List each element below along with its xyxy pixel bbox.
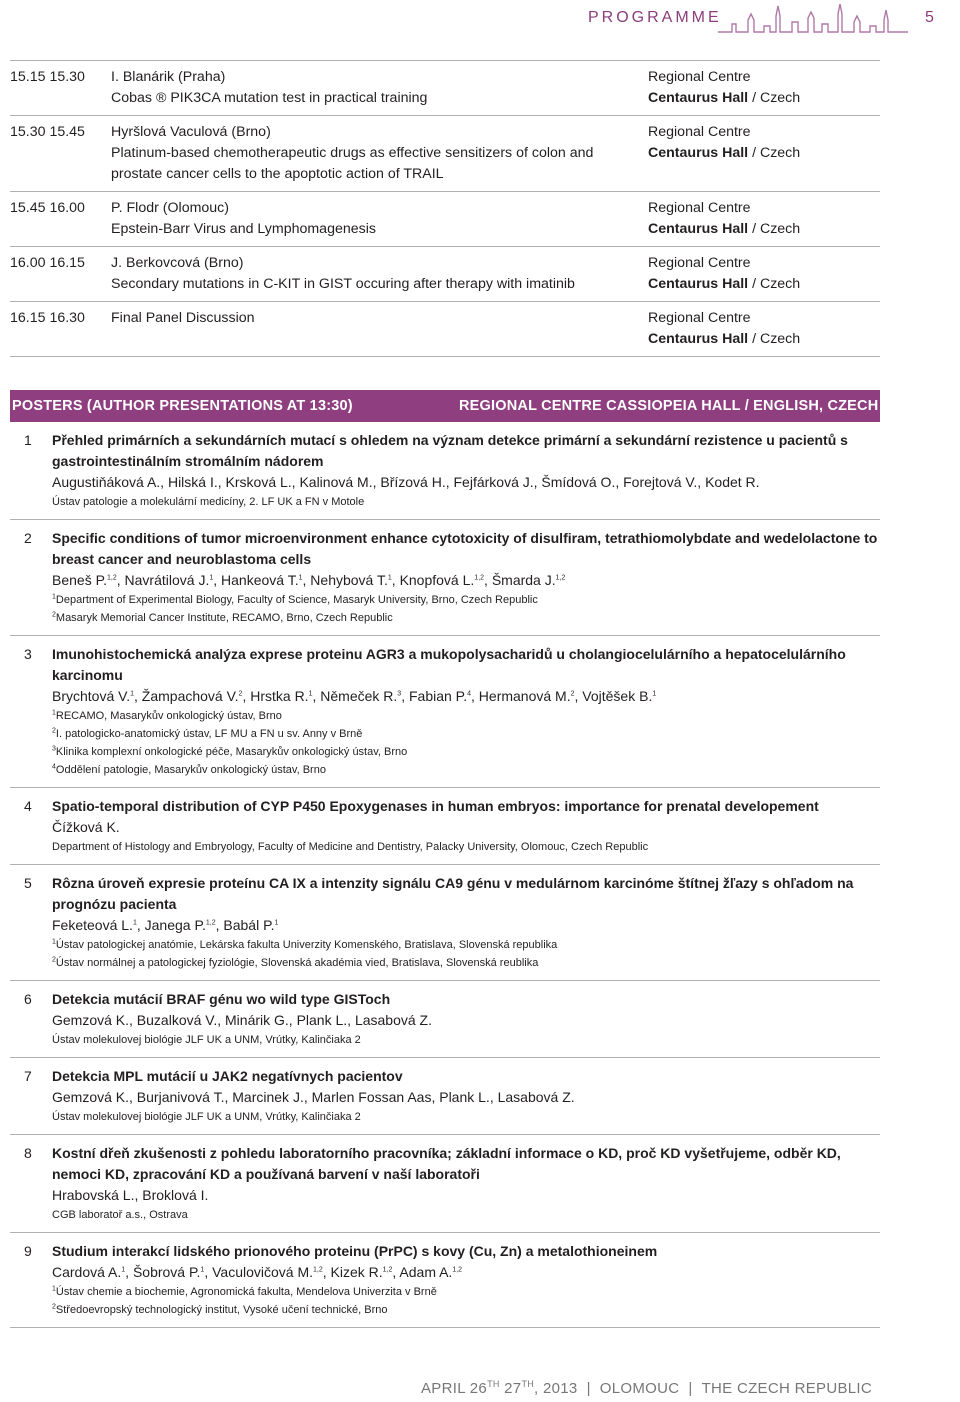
poster-authors (52, 1087, 880, 1108)
poster-number: 9 (24, 1243, 32, 1259)
section-title: PROGRAMME (588, 9, 722, 26)
poster-title: Specific conditions of tumor microenvironment enhance cytotoxicity of disulfiram, tetrathiomolybdate and wedelolactone to breast cancer and neuroblastoma cells (52, 530, 878, 567)
poster-authors (52, 472, 880, 493)
poster-body (52, 989, 880, 1049)
poster-body (52, 796, 880, 856)
author-name: Babál P. (223, 917, 275, 933)
author-name: Němeček R. (320, 688, 398, 704)
schedule-row (10, 247, 880, 302)
poster-number: 3 (24, 646, 32, 662)
author-name: Nehybová T. (310, 572, 388, 588)
session-time: 15.15 15.30 (10, 69, 85, 85)
author-name: Beneš P. (52, 572, 108, 588)
session-hall: Centaurus Hall (648, 331, 749, 347)
footer-separator: | (586, 1380, 591, 1397)
affiliation-text: I. patologicko-anatomický ústav, LF MU a FN u sv. Anny v Brně (55, 728, 363, 740)
author-name: Fabian P. (408, 688, 468, 704)
session-location (648, 308, 880, 350)
affiliation-text: RECAMO, Masarykův onkologický ústav, Brno (55, 710, 282, 722)
author-affiliation-mark: 1,2 (107, 574, 117, 582)
author-name: Cardová A. (52, 1264, 122, 1280)
posters-heading: POSTERS (AUTHOR PRESENTATIONS AT 13:30) (12, 398, 353, 414)
author-separator: , (484, 572, 492, 588)
session-talk (111, 253, 648, 295)
schedule-row (10, 302, 880, 357)
author-name: Gemzová K., Burjanivová T., Marcinek J., Marlen Fossan Aas, Plank L., Lasabová Z. (52, 1089, 575, 1105)
session-time: 16.00 16.15 (10, 255, 85, 271)
poster-affiliation (52, 838, 880, 856)
poster-item (10, 636, 880, 788)
poster-body (52, 873, 880, 972)
affiliation-text: Středoevropský technologický institut, Vysoké učení technické, Brno (55, 1304, 388, 1316)
author-separator: , (391, 572, 400, 588)
author-separator: , (204, 1264, 213, 1280)
affiliation-mark: 4 (52, 763, 56, 771)
session-talk (111, 198, 648, 240)
author-affiliation-mark: 1 (209, 574, 214, 582)
poster-item (10, 422, 880, 520)
affiliation-mark: 1 (52, 709, 56, 717)
session-venue: Regional Centre (648, 200, 751, 216)
author-name: Hermanová M. (478, 688, 571, 704)
session-language: / Czech (748, 331, 801, 347)
footer-separator: | (688, 1380, 693, 1397)
session-location (648, 253, 880, 295)
poster-title: Rôzna úroveň expresie proteínu CA IX a intenzity signálu CA9 génu v medulárnom karcinóme štítnej žľazy s ohľadom na prognózu pacienta (52, 875, 854, 912)
poster-number: 8 (24, 1145, 32, 1161)
session-hall: Centaurus Hall (648, 90, 749, 106)
schedule-row (10, 192, 880, 247)
poster-item (10, 1058, 880, 1135)
author-separator: , (215, 917, 224, 933)
author-affiliation-mark: 4 (467, 690, 472, 698)
poster-authors (52, 915, 880, 936)
author-separator: , (392, 1264, 400, 1280)
session-location (648, 122, 880, 185)
footer-country: THE CZECH REPUBLIC (701, 1380, 872, 1397)
schedule-row (10, 61, 880, 116)
session-language: / Czech (748, 90, 801, 106)
author-name: Knopfová L. (399, 572, 475, 588)
affiliation-text: Ústav molekulovej biológie JLF UK a UNM, Vrútky, Kalinčiaka 2 (52, 1034, 361, 1046)
author-separator: , (471, 688, 479, 704)
page-footer (421, 1380, 872, 1397)
author-separator: , (116, 572, 125, 588)
poster-item (10, 1233, 880, 1328)
author-affiliation-mark: 1,2 (205, 919, 216, 927)
poster-item (10, 788, 880, 865)
session-speaker: P. Flodr (Olomouc) (111, 200, 230, 216)
session-title: Platinum-based chemotherapeutic drugs as effective sensitizers of colon and prostate cancer cells to the apoptotic action of TRAIL (111, 145, 594, 182)
poster-number: 5 (24, 875, 32, 891)
author-affiliation-mark: 1 (308, 690, 313, 698)
session-venue: Regional Centre (648, 124, 751, 140)
author-separator: , (302, 572, 311, 588)
author-name: Žampachová V. (141, 688, 239, 704)
poster-body (52, 1143, 880, 1224)
author-affiliation-mark: 1 (121, 1266, 126, 1274)
poster-title: Imunohistochemická analýza exprese proteinu AGR3 a mukopolysacharidů u cholangiocelulárního a hepatocelulárního karcinomu (52, 646, 846, 683)
poster-authors (52, 570, 880, 591)
author-affiliation-mark: 1 (652, 690, 657, 698)
author-separator: , (401, 688, 409, 704)
poster-authors (52, 1010, 880, 1031)
author-name: Šobrová P. (132, 1264, 201, 1280)
session-hall-line (648, 88, 880, 109)
author-name: Vojtěšek B. (582, 688, 653, 704)
affiliation-text: Oddělení patologie, Masarykův onkologický ústav, Brno (55, 764, 326, 776)
session-title: Epstein-Barr Virus and Lymphomagenesis (111, 221, 376, 237)
footer-city: OLOMOUC (599, 1380, 680, 1397)
author-separator: , (322, 1264, 331, 1280)
session-talk (111, 67, 648, 109)
session-venue: Regional Centre (648, 255, 751, 271)
author-name: Čížková K. (52, 819, 120, 835)
author-separator: , (136, 917, 145, 933)
page-header (0, 0, 960, 40)
poster-affiliation (52, 743, 880, 761)
session-hall-line (648, 274, 880, 295)
affiliation-text: CGB laboratoř a.s., Ostrava (52, 1209, 188, 1221)
author-name: Hrstka R. (250, 688, 309, 704)
session-language: / Czech (748, 145, 801, 161)
page-number: 5 (925, 9, 934, 26)
author-name: Šmarda J. (491, 572, 556, 588)
affiliation-mark: 2 (52, 727, 56, 735)
session-talk (111, 122, 648, 185)
author-affiliation-mark: 2 (238, 690, 243, 698)
author-name: Hankeová T. (221, 572, 299, 588)
poster-title: Přehled primárních a sekundárních mutací s ohledem na význam detekce primární a sekundární rezistence u pacientů s gastrointestinálním stromálním nádorem (52, 432, 848, 469)
schedule-row (10, 116, 880, 192)
session-venue: Regional Centre (648, 69, 751, 85)
affiliation-text: Ústav chemie a biochemie, Agronomická fakulta, Mendelova Univerzita v Brně (55, 1286, 437, 1298)
affiliation-text: Department of Histology and Embryology, Faculty of Medicine and Dentistry, Palacky University, Olomouc, Czech Republic (52, 841, 649, 853)
poster-affiliation (52, 591, 880, 609)
poster-body (52, 1066, 880, 1126)
poster-title: Detekcia MPL mutácií u JAK2 negatívnych pacientov (52, 1068, 403, 1084)
poster-affiliation (52, 1283, 880, 1301)
poster-affiliation (52, 493, 880, 511)
poster-affiliation (52, 1301, 880, 1319)
session-speaker: Hyršlová Vaculová (Brno) (111, 124, 271, 140)
session-hall-line (648, 143, 880, 164)
author-affiliation-mark: 1,2 (313, 1266, 323, 1274)
session-time: 16.15 16.30 (10, 310, 85, 326)
poster-body (52, 1241, 880, 1319)
session-speaker: Final Panel Discussion (111, 310, 255, 326)
footer-date: APRIL 26TH 27TH, 2013 (421, 1379, 578, 1397)
affiliation-mark: 2 (52, 956, 56, 964)
author-name: Kizek R. (330, 1264, 383, 1280)
affiliation-mark: 1 (52, 938, 56, 946)
poster-body (52, 644, 880, 779)
posters-header-bar (10, 390, 880, 422)
author-affiliation-mark: 2 (570, 690, 575, 698)
affiliation-text: Ústav molekulovej biológie JLF UK a UNM, Vrútky, Kalinčiaka 2 (52, 1111, 361, 1123)
session-time: 15.30 15.45 (10, 124, 85, 140)
poster-affiliation (52, 609, 880, 627)
affiliation-mark: 2 (52, 1303, 56, 1311)
author-separator: , (574, 688, 583, 704)
session-venue: Regional Centre (648, 310, 751, 326)
session-location (648, 198, 880, 240)
session-hall: Centaurus Hall (648, 145, 749, 161)
author-affiliation-mark: 1,2 (474, 574, 485, 582)
schedule-table (10, 60, 880, 357)
session-time: 15.45 16.00 (10, 200, 85, 216)
affiliation-text: Masaryk Memorial Cancer Institute, RECAMO, Brno, Czech Republic (55, 612, 393, 624)
affiliation-mark: 2 (52, 611, 56, 619)
poster-number: 6 (24, 991, 32, 1007)
author-affiliation-mark: 3 (397, 690, 402, 698)
poster-title: Spatio-temporal distribution of CYP P450 Epoxygenases in human embryos: importance for prenatal developement (52, 798, 819, 814)
poster-item (10, 981, 880, 1058)
author-name: Hrabovská L., Broklová I. (52, 1187, 209, 1203)
author-affiliation-mark: 1 (274, 919, 279, 927)
author-affiliation-mark: 1,2 (555, 574, 566, 582)
posters-location: REGIONAL CENTRE CASSIOPEIA HALL / ENGLISH, CZECH (459, 398, 879, 414)
session-speaker: J. Berkovcová (Brno) (111, 255, 244, 271)
author-name: Vaculovičová M. (212, 1264, 314, 1280)
author-name: Gemzová K., Buzalková V., Minárik G., Plank L., Lasabová Z. (52, 1012, 432, 1028)
poster-item (10, 520, 880, 636)
author-affiliation-mark: 1,2 (452, 1266, 463, 1274)
poster-authors (52, 817, 880, 838)
affiliation-mark: 1 (52, 1285, 56, 1293)
poster-number: 2 (24, 530, 32, 546)
poster-affiliation (52, 1108, 880, 1126)
poster-item (10, 865, 880, 981)
author-name: Janega P. (144, 917, 206, 933)
affiliation-mark: 1 (52, 593, 56, 601)
poster-affiliation (52, 954, 880, 972)
poster-title: Kostní dřeň zkušenosti z pohledu laboratorního pracovníka; základní informace o KD, proč KD vyšetřujeme, odběr KD, nemoci KD, zpracování KD a používaná barvení v naší laboratoři (52, 1145, 841, 1182)
affiliation-text: Ústav normálnej a patologickej fyziológie, Slovenská akadémia vied, Bratislava, Slovenská reublika (55, 957, 539, 969)
author-name: Adam A. (399, 1264, 453, 1280)
poster-title: Studium interakcí lidského prionového proteinu (PrPC) s kovy (Cu, Zn) a metalothioneinem (52, 1243, 658, 1259)
session-hall: Centaurus Hall (648, 221, 749, 237)
author-affiliation-mark: 1 (130, 690, 134, 698)
posters-list (10, 422, 880, 1328)
author-affiliation-mark: 1 (387, 574, 392, 582)
session-location (648, 67, 880, 109)
poster-body (52, 528, 880, 627)
affiliation-text: Ústav patologickej anatómie, Lekárska fakulta Univerzity Komenského, Bratislava, Slovenská republika (55, 939, 558, 951)
author-separator: , (125, 1264, 133, 1280)
poster-affiliation (52, 725, 880, 743)
affiliation-text: Klinika komplexní onkologické péče, Masarykův onkologický ústav, Brno (55, 746, 408, 758)
poster-affiliation (52, 1031, 880, 1049)
author-affiliation-mark: 1 (200, 1266, 205, 1274)
author-separator: , (312, 688, 321, 704)
session-speaker: I. Blanárik (Praha) (111, 69, 226, 85)
poster-authors (52, 686, 880, 707)
poster-number: 7 (24, 1068, 32, 1084)
author-separator: , (242, 688, 251, 704)
session-title: Secondary mutations in C-KIT in GIST occuring after therapy with imatinib (111, 276, 575, 292)
poster-title: Detekcia mutácií BRAF génu wo wild type GISToch (52, 991, 391, 1007)
affiliation-mark: 3 (52, 745, 56, 753)
author-name: Feketeová L. (52, 917, 133, 933)
poster-number: 1 (24, 432, 32, 448)
poster-number: 4 (24, 798, 32, 814)
session-title: Cobas ® PIK3CA mutation test in practical training (111, 90, 428, 106)
author-name: Augustiňáková A., Hilská I., Krsková L., Kalinová M., Břízová H., Fejfárková J., Šmídová O., Forejtová V., Kodet R. (52, 474, 760, 490)
author-affiliation-mark: 1 (298, 574, 303, 582)
city-skyline-icon (718, 2, 908, 36)
poster-authors (52, 1262, 880, 1283)
author-name: Navrátilová J. (124, 572, 210, 588)
poster-affiliation (52, 936, 880, 954)
session-hall-line (648, 329, 880, 350)
poster-affiliation (52, 1206, 880, 1224)
session-hall-line (648, 219, 880, 240)
poster-authors (52, 1185, 880, 1206)
session-language: / Czech (748, 221, 801, 237)
affiliation-text: Department of Experimental Biology, Faculty of Science, Masaryk University, Brno, Czech Republic (55, 594, 538, 606)
session-talk (111, 308, 648, 350)
poster-body (52, 430, 880, 511)
poster-affiliation (52, 761, 880, 779)
poster-item (10, 1135, 880, 1233)
session-hall: Centaurus Hall (648, 276, 749, 292)
author-affiliation-mark: 1,2 (382, 1266, 393, 1274)
poster-affiliation (52, 707, 880, 725)
author-name: Brychtová V. (52, 688, 131, 704)
author-separator: , (213, 572, 222, 588)
author-affiliation-mark: 1 (132, 919, 137, 927)
author-separator: , (134, 688, 142, 704)
affiliation-text: Ústav patologie a molekulární medicíny, 2. LF UK a FN v Motole (52, 496, 365, 508)
session-language: / Czech (748, 276, 801, 292)
